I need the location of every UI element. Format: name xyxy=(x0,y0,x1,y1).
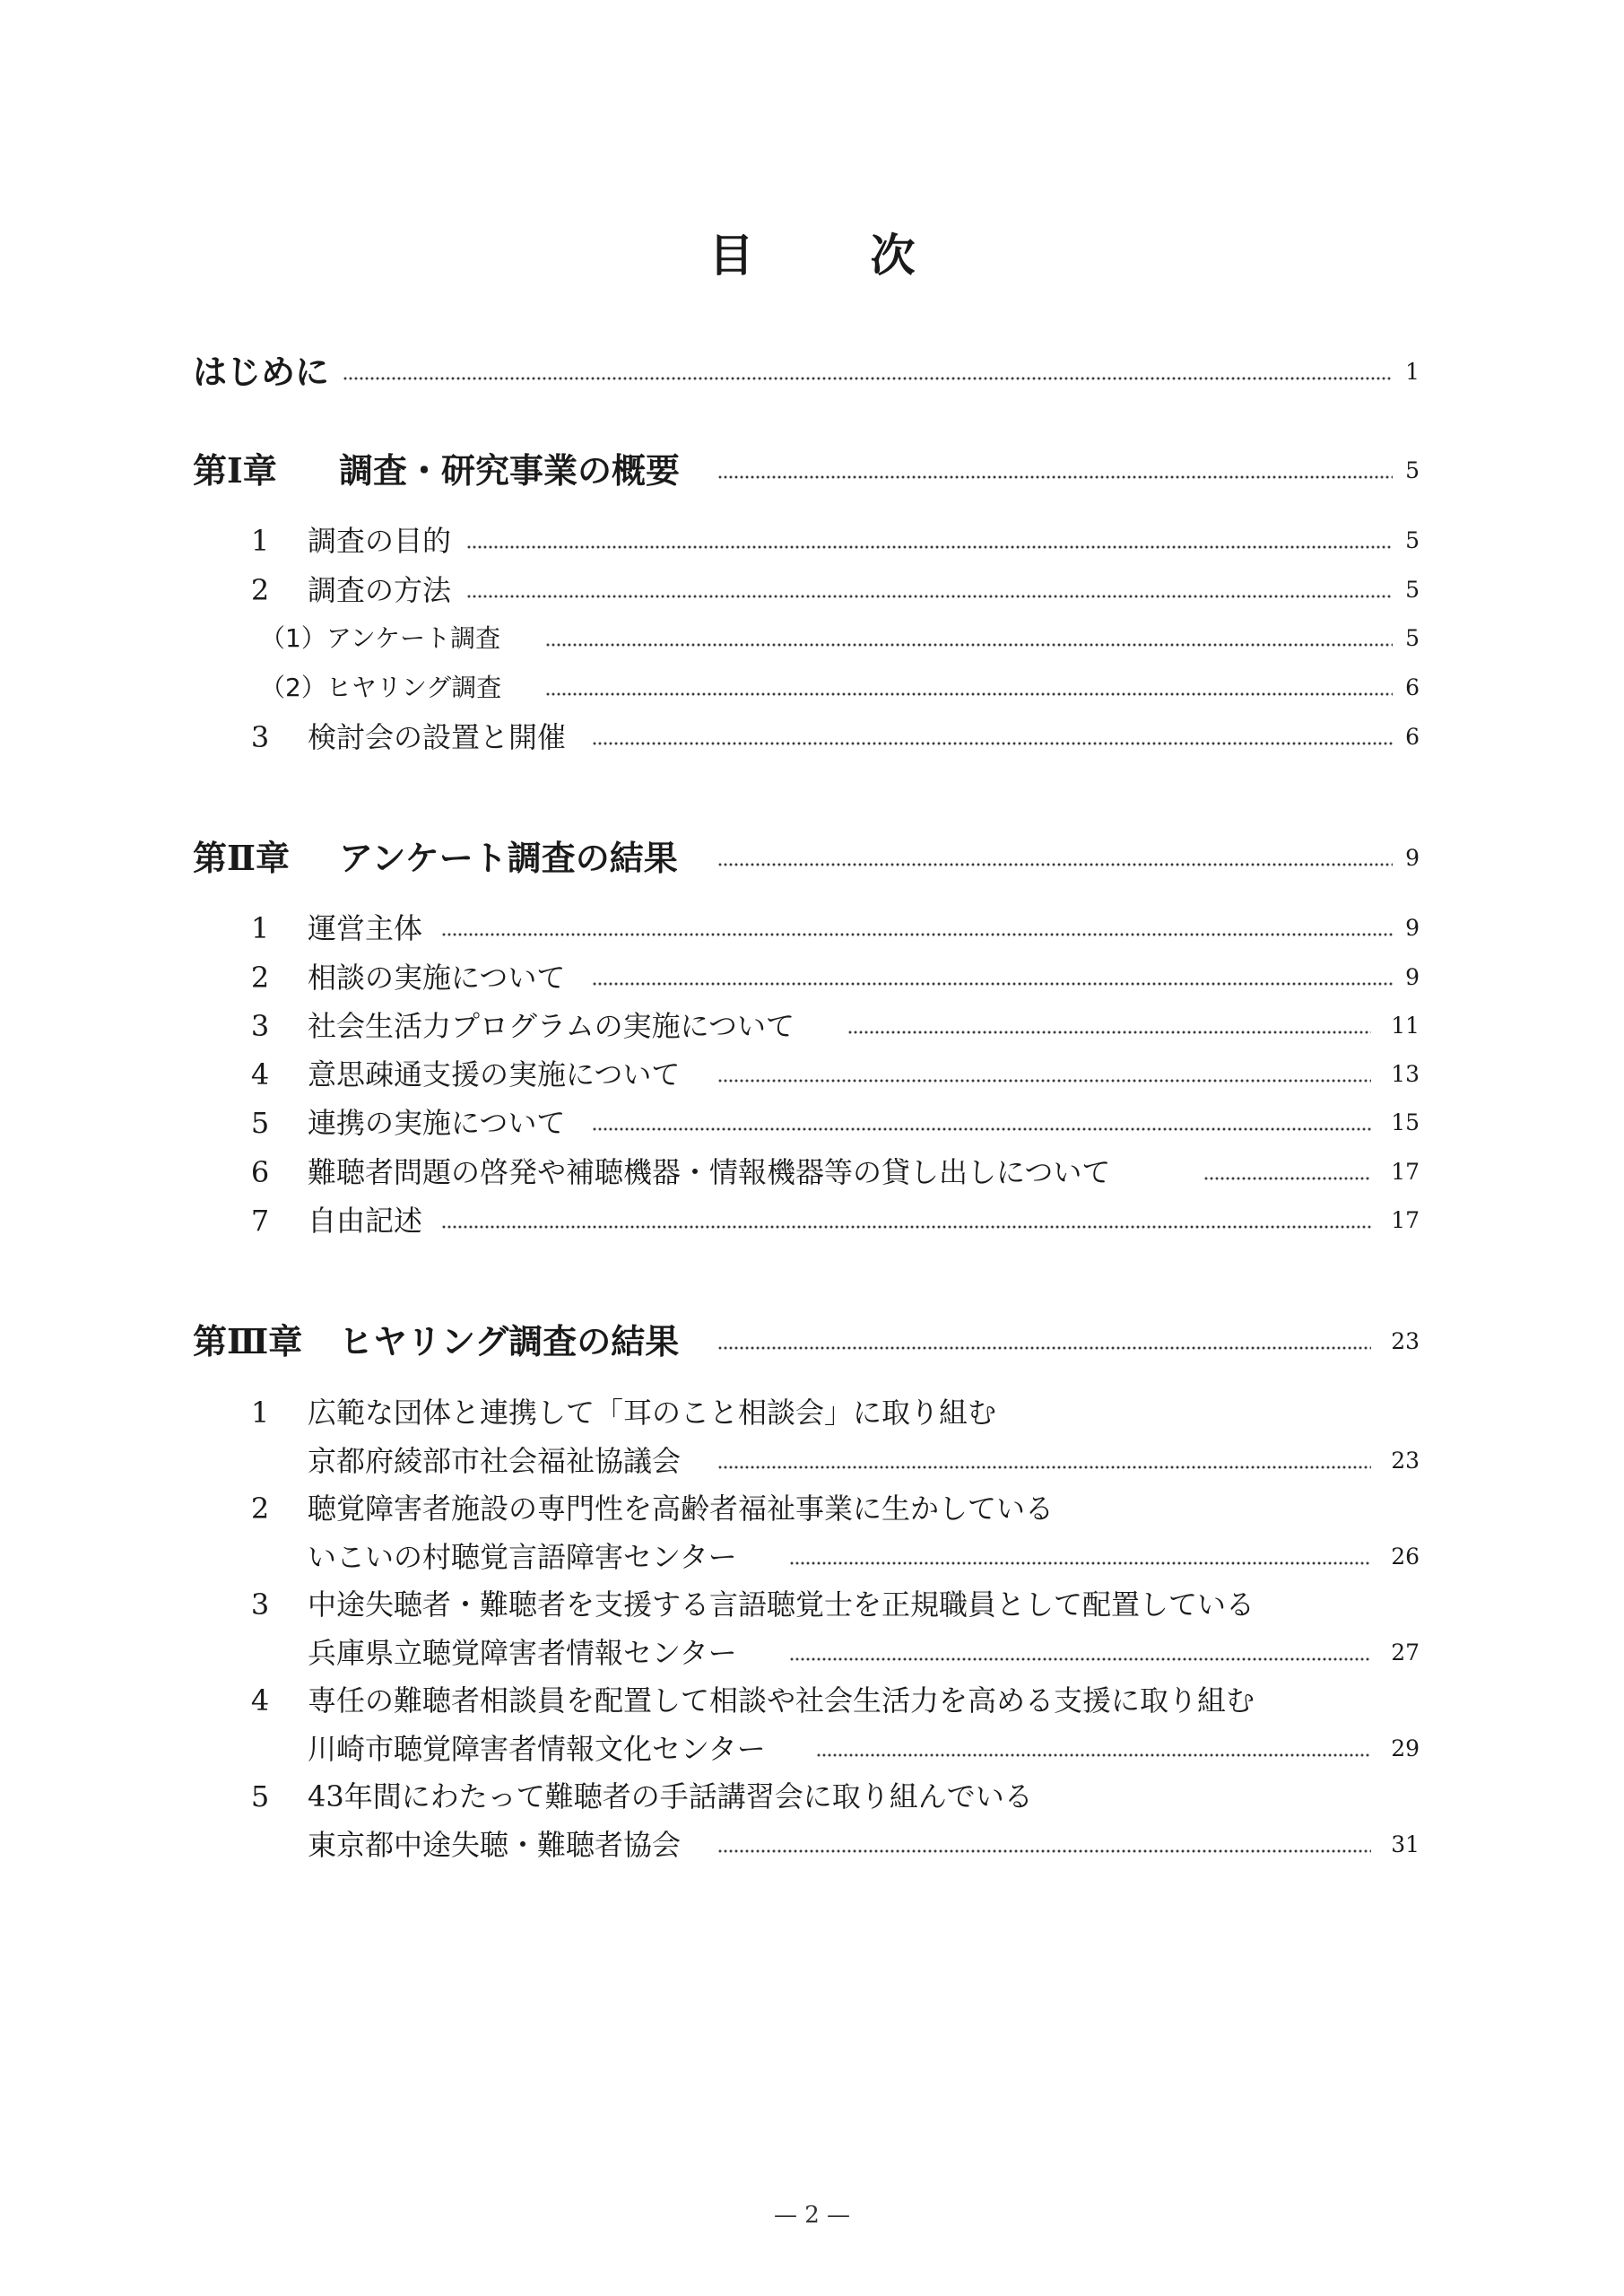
toc-leader xyxy=(592,951,1393,1004)
item-organization: 京都府綾部市社会福祉協議会 xyxy=(308,1444,682,1478)
toc-leader xyxy=(717,831,1393,885)
toc-item-org[interactable] xyxy=(0,1626,1624,1680)
toc-intro-label: はじめに xyxy=(193,352,330,392)
toc-item[interactable] xyxy=(0,1194,1624,1248)
item-organization: いこいの村聴覚言語障害センター xyxy=(308,1540,737,1574)
toc-item[interactable] xyxy=(0,1770,1624,1823)
toc-chapter-3[interactable] xyxy=(0,1315,1624,1369)
toc-page: 23 xyxy=(1391,1448,1420,1474)
item-number: 3 xyxy=(250,1587,270,1622)
item-number: 5 xyxy=(250,1779,270,1813)
item-number: 2 xyxy=(250,573,270,607)
toc-page: 5 xyxy=(1405,457,1420,483)
toc-leader xyxy=(545,612,1393,665)
toc-page: 11 xyxy=(1391,1013,1420,1039)
subitem-label: （1）アンケート調査 xyxy=(260,623,501,653)
toc-leader xyxy=(592,1096,1371,1150)
subitem-label: （2）ヒヤリング調査 xyxy=(260,673,502,702)
item-label: 社会生活力プログラムの実施について xyxy=(308,1009,795,1043)
toc-subitem[interactable] xyxy=(0,661,1624,715)
item-number: 1 xyxy=(250,911,270,945)
toc-page: 6 xyxy=(1405,724,1420,750)
item-number: 2 xyxy=(250,961,270,995)
toc-leader xyxy=(441,901,1393,955)
toc-item-org[interactable] xyxy=(0,1818,1624,1872)
toc-page: 9 xyxy=(1405,964,1420,990)
toc-page: 17 xyxy=(1391,1207,1420,1233)
item-label: 調査の方法 xyxy=(308,573,452,607)
toc-item-org[interactable] xyxy=(0,1434,1624,1488)
toc-leader xyxy=(441,1194,1371,1248)
toc-leader xyxy=(816,1722,1371,1776)
chapter-title: アンケート調査の結果 xyxy=(339,838,678,878)
toc-page: 31 xyxy=(1391,1831,1420,1857)
item-label: 自由記述 xyxy=(308,1204,423,1238)
toc-item[interactable] xyxy=(0,999,1624,1053)
toc-chapter-1[interactable] xyxy=(0,444,1624,498)
toc-leader xyxy=(545,661,1393,715)
toc-item[interactable] xyxy=(0,951,1624,1004)
toc-item[interactable] xyxy=(0,1048,1624,1101)
toc-item[interactable] xyxy=(0,1578,1624,1631)
item-label: 検討会の設置と開催 xyxy=(308,720,567,754)
toc-page: 13 xyxy=(1391,1061,1420,1087)
chapter-number: 第Ⅰ章 xyxy=(193,450,277,491)
item-label: 聴覚障害者施設の専門性を高齢者福祉事業に生かしている xyxy=(308,1492,1055,1526)
toc-page: 5 xyxy=(1405,577,1420,603)
toc-subitem[interactable] xyxy=(0,612,1624,665)
item-organization: 東京都中途失聴・難聴者協会 xyxy=(308,1828,682,1862)
page-number-footer: — 2 — xyxy=(773,2202,851,2229)
chapter-title: 調査・研究事業の概要 xyxy=(339,450,681,491)
toc-item[interactable] xyxy=(0,1386,1624,1439)
toc-item[interactable] xyxy=(0,710,1624,764)
item-number: 7 xyxy=(250,1204,270,1238)
toc-page: 26 xyxy=(1391,1544,1420,1570)
toc-page: 5 xyxy=(1405,625,1420,651)
toc-leader xyxy=(847,999,1371,1053)
item-number: 1 xyxy=(250,524,270,558)
item-label: 広範な団体と連携して「耳のこと相談会」に取り組む xyxy=(308,1396,997,1430)
toc-page: 6 xyxy=(1405,674,1420,700)
toc-leader xyxy=(343,345,1393,399)
item-number: 4 xyxy=(250,1057,270,1091)
toc-page: 15 xyxy=(1391,1109,1420,1135)
chapter-number: 第Ⅱ章 xyxy=(193,838,291,878)
toc-item[interactable] xyxy=(0,1145,1624,1199)
toc-leader xyxy=(717,1818,1371,1872)
item-number: 6 xyxy=(250,1155,270,1189)
item-label: 連携の実施について xyxy=(308,1106,566,1140)
item-label: 43年間にわたって難聴者の手話講習会に取り組んでいる xyxy=(308,1779,1033,1813)
toc-item[interactable] xyxy=(0,1674,1624,1727)
item-label: 難聴者問題の啓発や補聴機器・情報機器等の貸し出しについて xyxy=(308,1155,1111,1189)
item-number: 5 xyxy=(250,1106,270,1140)
toc-item[interactable] xyxy=(0,514,1624,568)
item-label: 相談の実施について xyxy=(308,961,566,995)
toc-leader xyxy=(717,1315,1371,1369)
toc-leader xyxy=(717,1048,1371,1101)
toc-item[interactable] xyxy=(0,901,1624,955)
toc-leader xyxy=(717,444,1393,498)
toc-leader xyxy=(466,514,1393,568)
page-title: 目 次 xyxy=(708,229,951,282)
toc-intro[interactable] xyxy=(0,345,1624,399)
item-number: 1 xyxy=(250,1396,270,1430)
item-label: 意思疎通支援の実施について xyxy=(308,1057,681,1091)
toc-leader xyxy=(789,1626,1371,1680)
chapter-title: ヒヤリング調査の結果 xyxy=(339,1321,680,1361)
toc-page: 9 xyxy=(1405,845,1420,871)
toc-item[interactable] xyxy=(0,563,1624,617)
toc-leader xyxy=(592,710,1393,764)
toc-page: 27 xyxy=(1391,1639,1420,1665)
item-organization: 兵庫県立聴覚障害者情報センター xyxy=(308,1636,737,1670)
item-label: 調査の目的 xyxy=(308,524,452,558)
item-organization: 川崎市聴覚障害者情報文化センター xyxy=(308,1732,766,1766)
toc-page: 29 xyxy=(1391,1735,1420,1761)
toc-page: 23 xyxy=(1391,1328,1420,1354)
toc-leader xyxy=(717,1434,1371,1488)
toc-item-org[interactable] xyxy=(0,1530,1624,1584)
item-number: 3 xyxy=(250,1009,270,1043)
toc-page: 9 xyxy=(1405,915,1420,941)
toc-item[interactable] xyxy=(0,1096,1624,1150)
toc-chapter-2[interactable] xyxy=(0,831,1624,885)
item-number: 4 xyxy=(250,1683,270,1718)
toc-page: 17 xyxy=(1391,1159,1420,1185)
toc-leader xyxy=(789,1530,1371,1584)
item-label: 中途失聴者・難聴者を支援する言語聴覚士を正規職員として配置している xyxy=(308,1587,1255,1622)
item-label: 運営主体 xyxy=(308,911,423,945)
item-label: 専任の難聴者相談員を配置して相談や社会生活力を高める支援に取り組む xyxy=(308,1683,1255,1718)
chapter-number: 第Ⅲ章 xyxy=(193,1321,303,1361)
item-number: 3 xyxy=(250,720,270,754)
toc-leader xyxy=(466,563,1393,617)
toc-page: 5 xyxy=(1405,527,1420,553)
item-number: 2 xyxy=(250,1492,270,1526)
toc-item[interactable] xyxy=(0,1482,1624,1535)
toc-item-org[interactable] xyxy=(0,1722,1624,1776)
toc-page: 1 xyxy=(1405,359,1420,385)
toc-leader xyxy=(1203,1145,1371,1199)
